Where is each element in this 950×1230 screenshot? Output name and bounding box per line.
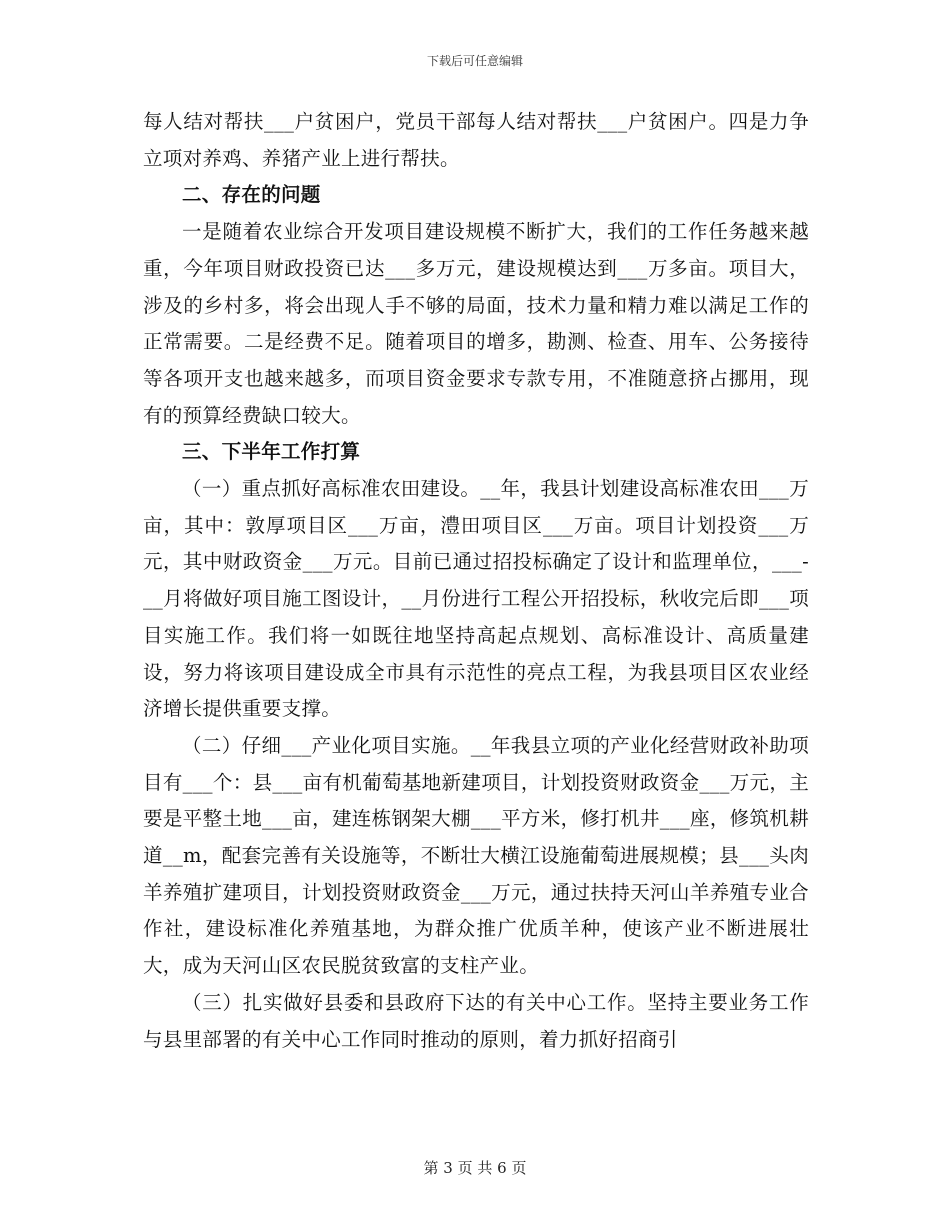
paragraph-continuation: 每人结对帮扶___户贫困户，党员干部每人结对帮扶___户贫困户。四是力争立项对养鸡、养猪产业上进行帮扶。 <box>143 110 809 170</box>
paragraph-plan-farmland: （一）重点抓好高标准农田建设。__年，我县计划建设高标准农田___万亩，其中：敦厚项目区___万亩，澧田项目区___万亩。项目计划投资___万元，其中财政资金___万元。目前已通过招投标确定了设计和监理单位，___-__月将做好项目施工图设计，__月份进行工程公开招投标，秋收完后即___项目实施工作。我们将一如既往地坚持高起点规划、高标准设计、高质量建设，努力将该项目建设成全市具有示范性的亮点工程，为我县项目区农业经济增长提供重要支撑。 <box>143 477 809 721</box>
document-body <box>143 104 809 1058</box>
paragraph-plan-industrialization: （二）仔细___产业化项目实施。__年我县立项的产业化经营财政补助项目有___个：县___亩有机葡萄基地新建项目，计划投资财政资金___万元，主要是平整土地___亩，建连栋钢架大棚___平方米，修打机井___座，修筑机耕道__m，配套完善有关设施等，不断壮大横江设施葡萄进展规模；县___头肉羊养殖扩建项目，计划投资财政资金___万元，通过扶持天河山羊养殖专业合作社，建设标准化养殖基地，为群众推广优质羊种，使该产业不断进展壮大，成为天河山区农民脱贫致富的支柱产业。 <box>143 733 809 978</box>
section-heading-plan: 三、下半年工作打算 <box>182 440 361 464</box>
paragraph-plan-central-work: （三）扎实做好县委和县政府下达的有关中心工作。坚持主要业务工作与县里部署的有关中心工作同时推动的原则，着力抓好招商引 <box>143 990 809 1051</box>
page-header-note: 下载后可任意编辑 <box>426 54 523 68</box>
paragraph-problems: 一是随着农业综合开发项目建设规模不断扩大，我们的工作任务越来越重，今年项目财政投资已达___多万元，建设规模达到___万多亩。项目大，涉及的乡村多，将会出现人手不够的局面，技术力量和精力难以满足工作的正常需要。二是经费不足。随着项目的增多，勘测、检查、用车、公务接待等各项开支也越来越多，而项目资金要求专款专用，不准随意挤占挪用，现有的预算经费缺口较大。 <box>143 220 809 427</box>
page-number-footer: 第 3 页 共 6 页 <box>423 1159 527 1177</box>
section-heading-problems: 二、存在的问题 <box>182 183 321 207</box>
